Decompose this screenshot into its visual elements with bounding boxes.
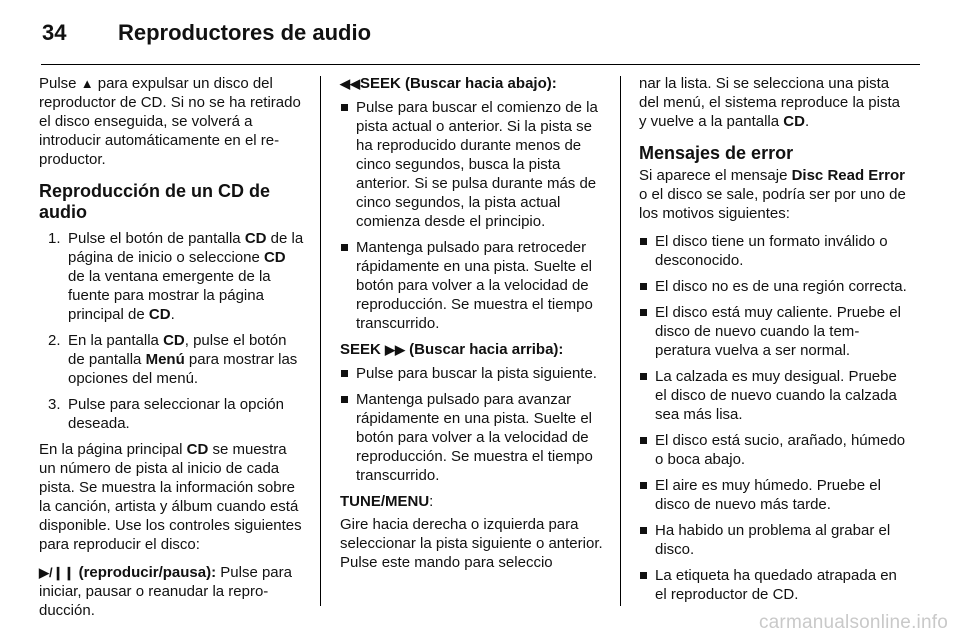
list-item: Mantenga pulsado para avanzar rápidamente en una pista. Suelte el botón para volver a la velocidad de reproducción. Se muestra el tiempo transcurrido. — [340, 390, 606, 485]
column-3 — [639, 74, 907, 611]
steps-list — [39, 229, 305, 433]
list-item: El disco tiene un formato inválido o desconocido. — [639, 232, 907, 270]
watermark: carmanualsonline.info — [758, 612, 948, 633]
list-item: El disco no es de una región correcta. — [639, 277, 907, 296]
section-heading-audio-cd: Reproducción de un CD de audio — [39, 181, 271, 222]
page-number: 34 — [42, 20, 67, 45]
list-item: Ha habido un problema al grabar el disco. — [639, 521, 907, 559]
tune-menu-heading: TUNE/MENU: — [340, 493, 434, 510]
seek-forward-icon: ▶▶ — [385, 342, 406, 357]
list-item: Mantenga pulsado para retroceder rápidamente en una pista. Suelte el botón para volver a la velocidad de reproducción. Se muestra el tiempo transcurrido. — [340, 238, 606, 333]
column-divider — [320, 76, 321, 606]
eject-paragraph: Pulse ▲ para expulsar un disco del reproductor de CD. Si no se ha retirado el disco enseguida, se volverá a introducir automáticamente en el reproductor. — [39, 75, 301, 168]
chapter-title: Reproductores de audio — [118, 20, 372, 45]
step-item: 1. Pulse el botón de pantalla CD de la página de inicio o seleccione CD de la ventana emergente de la fuente para mostrar la página principal de CD. — [48, 230, 304, 323]
step-item: 3. Pulse para seleccionar la opción deseada. — [48, 396, 284, 432]
seek-down-heading: ◀◀SEEK (Buscar hacia abajo): — [340, 75, 557, 92]
play-pause-icon: ▶/❙❙ — [39, 565, 75, 580]
header-rule — [41, 64, 920, 65]
step-item: 2. En la pantalla CD, pulse el botón de pantalla Menú para mostrar las opciones del menú. — [48, 332, 298, 387]
error-intro-paragraph: Si aparece el mensaje Disc Read Error o el disco se sale, podría ser por uno de los motivos siguientes: — [639, 167, 906, 222]
section-heading-error-messages: Mensajes de error — [639, 143, 794, 163]
eject-icon: ▲ — [80, 76, 94, 91]
error-reasons-list — [639, 232, 907, 604]
column-divider — [620, 76, 621, 606]
seek-down-list — [340, 98, 606, 333]
continuation-paragraph: nar la lista. Si se selecciona una pista del menú, el sistema reproduce la pista y vuelve a la pantalla CD. — [639, 75, 900, 130]
list-item: La etiqueta ha quedado atrapada en el reproductor de CD. — [639, 566, 907, 604]
column-2 — [340, 74, 606, 581]
list-item: El disco está muy caliente. Pruebe el disco de nuevo cuando la temperatura vuelva a ser normal. — [639, 303, 907, 360]
list-item: La calzada es muy desigual. Pruebe el disco de nuevo cuando la calzada sea más lisa. — [639, 367, 907, 424]
list-item: El disco está sucio, arañado, húmedo o boca abajo. — [639, 431, 907, 469]
seek-up-list — [340, 364, 606, 485]
main-page-paragraph: En la página principal CD se muestra un número de pista al inicio de cada pista. Se muestra la información sobre la canción, artista y álbum cuando está disponible. Use los controles siguientes para reproducir el disco: — [39, 441, 302, 553]
list-item: El aire es muy húmedo. Pruebe el disco de nuevo más tarde. — [639, 476, 907, 514]
list-item: Pulse para buscar la pista siguiente. — [340, 364, 606, 383]
column-1 — [39, 74, 305, 629]
play-pause-paragraph: ▶/❙❙ (reproducir/pausa): Pulse para iniciar, pausar o reanudar la reproducción. — [39, 564, 292, 619]
tune-menu-paragraph: Gire hacia derecha o izquierda para seleccionar la pista siguiente o anterior. Pulse este mando para seleccio — [340, 516, 603, 571]
seek-up-heading: SEEK ▶▶ (Buscar hacia arriba): — [340, 341, 564, 358]
seek-back-icon: ◀◀ — [340, 76, 360, 91]
list-item: Pulse para buscar el comienzo de la pista actual o anterior. Si la pista se ha reproducido durante menos de cinco segundos, busca la pista anterior. Si se pulsa durante más de cinco segundos, la pista actual comienza desde el principio. — [340, 98, 606, 231]
